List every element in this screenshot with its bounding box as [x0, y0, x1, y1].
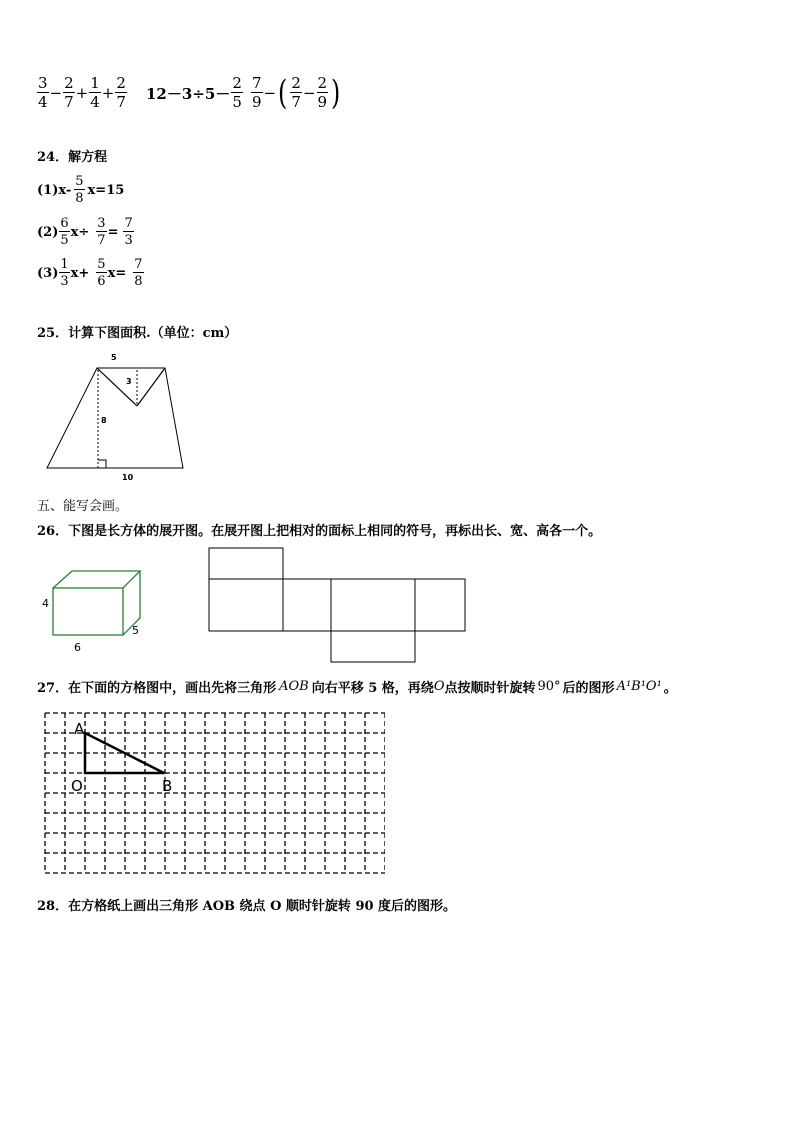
fraction: $\frac{5}{6}$ — [97, 257, 106, 289]
equation-1 — [37, 175, 124, 205]
expression-2 — [146, 76, 244, 110]
fraction: $\frac{3}{7}$ — [97, 216, 106, 248]
title-part: 点按顺时针旋转 — [444, 681, 536, 696]
label-o: O — [71, 777, 83, 795]
fraction: $\frac{2}{7}$ — [116, 74, 126, 111]
label-b: B — [162, 777, 173, 795]
fraction: $\frac{7}{8}$ — [134, 257, 143, 289]
title-part: 后的图形 — [562, 681, 615, 696]
net-face-2 — [283, 579, 331, 631]
label-width: 5 — [132, 624, 139, 637]
title-part: 27．在下面的方格图中，画出先将三角形 — [37, 681, 277, 696]
operator: − — [49, 84, 63, 102]
fraction: $\frac{2}{7}$ — [291, 74, 301, 111]
equation-operator: x÷ — [70, 224, 90, 240]
question-27-title — [37, 677, 677, 696]
net-face-4 — [415, 579, 465, 631]
equals-sign: = — [107, 224, 119, 240]
net-face-top — [209, 548, 283, 579]
angle-value: 90° — [537, 679, 561, 694]
right-paren: ) — [331, 73, 341, 113]
fraction: $\frac{1}{3}$ — [60, 257, 69, 289]
label-a: A — [74, 720, 85, 738]
cuboid-net — [205, 545, 470, 667]
title-part: 。 — [663, 681, 677, 696]
equation-prefix: (1)x- — [37, 182, 72, 198]
fraction: $\frac{7}{9}$ — [252, 74, 262, 111]
equation-operator: x+ — [70, 265, 90, 281]
label-bottom: 10 — [122, 473, 134, 482]
operator: + — [75, 84, 89, 102]
expression-1 — [36, 76, 128, 110]
result-name: A¹B¹O¹ — [616, 679, 662, 694]
expression-3 — [250, 73, 342, 113]
net-face-bottom — [331, 631, 415, 662]
label-height: 8 — [101, 416, 107, 425]
point-name: O — [433, 679, 445, 694]
label-notch: 3 — [126, 377, 132, 386]
fraction: $\frac{5}{8}$ — [75, 174, 84, 206]
operator: − — [263, 84, 277, 102]
equation-prefix: (3) — [37, 265, 59, 281]
equation-3 — [37, 258, 145, 288]
left-paren: ( — [278, 73, 288, 113]
net-face-1 — [209, 579, 283, 631]
fraction: $\frac{2}{7}$ — [64, 74, 74, 111]
question-24-title: 24．解方程 — [37, 150, 108, 165]
expression-text: 12－3÷5－ — [146, 84, 231, 103]
label-top: 5 — [111, 353, 117, 362]
question-25-title: 25．计算下图面积.（单位：cm） — [37, 326, 238, 341]
section-5-title: 五、能写会画。 — [37, 499, 129, 514]
dashed-grid — [40, 710, 385, 875]
fraction: $\frac{1}{4}$ — [90, 74, 100, 111]
question-26-title: 26．下图是长方体的展开图。在展开图上把相对的面标上相同的符号，再标出长、宽、高各一个。 — [37, 524, 602, 539]
net-face-3 — [331, 579, 415, 631]
question-28-title: 28．在方格纸上画出三角形 AOB 绕点 O 顺时针旋转 90 度后的图形。 — [37, 899, 457, 914]
operator: − — [302, 84, 316, 102]
title-part: 向右平移 5 格，再绕 — [311, 681, 434, 696]
fraction: $\frac{6}{5}$ — [60, 216, 69, 248]
equation-2 — [37, 217, 135, 247]
equation-operator: x= — [107, 265, 127, 281]
operator: + — [101, 84, 115, 102]
triangle-name: AOB — [279, 679, 309, 694]
equation-prefix: (2) — [37, 224, 59, 240]
fraction: $\frac{2}{5}$ — [232, 74, 242, 111]
equation-suffix: x=15 — [87, 182, 125, 198]
label-length: 6 — [74, 641, 81, 654]
fraction: $\frac{2}{9}$ — [317, 74, 328, 111]
fraction: $\frac{3}{4}$ — [38, 74, 48, 111]
cuboid-figure — [36, 566, 146, 658]
trapezoid-figure — [40, 348, 200, 484]
label-height: 4 — [42, 597, 49, 610]
fraction: $\frac{7}{3}$ — [124, 216, 133, 248]
